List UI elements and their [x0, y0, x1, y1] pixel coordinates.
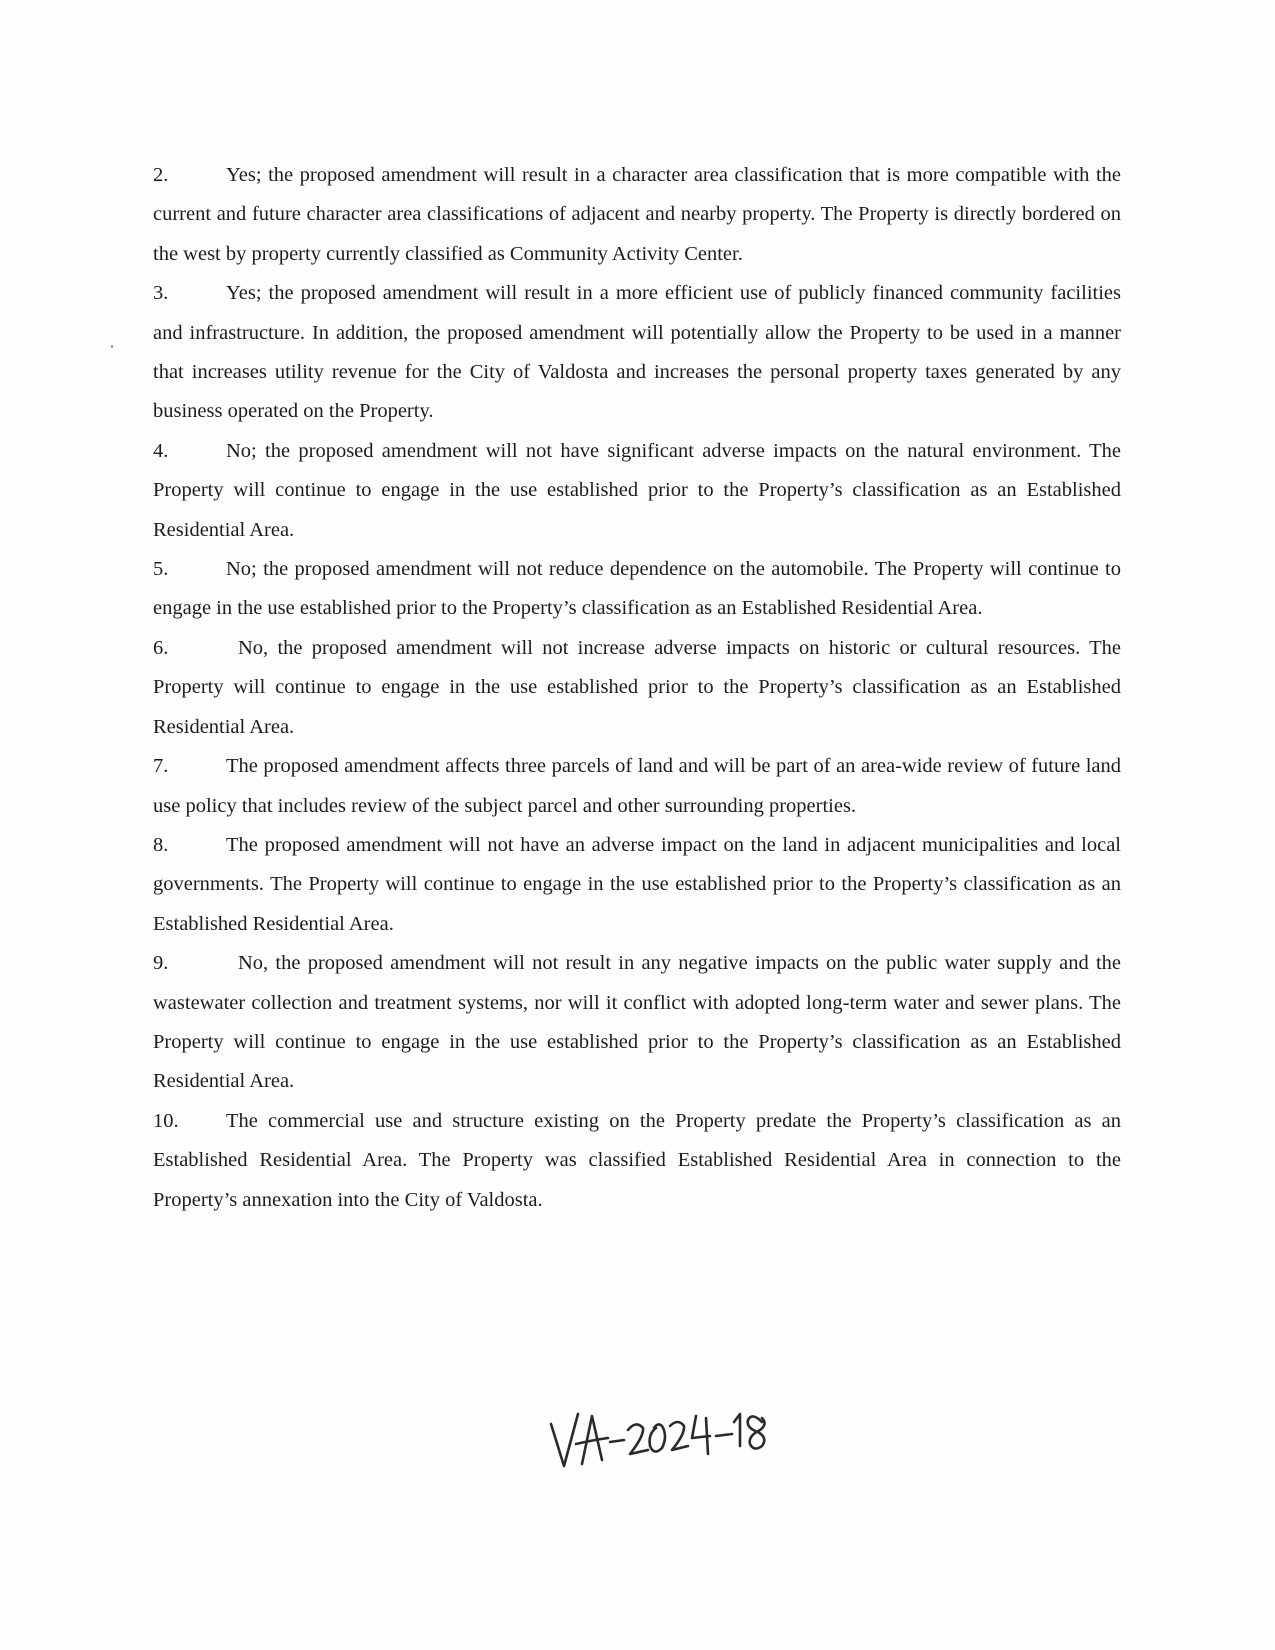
item-number: 5. [153, 558, 169, 581]
item-text: The commercial use and structure existing on the Property predate the Property’s classification as an Established Residential Area. The Property was classified Established Residential Area in connection to the Property’s annexation into the City of Valdosta. [153, 1109, 1121, 1211]
item-text: No; the proposed amendment will not have significant adverse impacts on the natural environment. The Property will continue to engage in the use established prior to the Property’s classification as an Established Residential Area. [153, 439, 1121, 541]
finding-item-10 [153, 1102, 1121, 1220]
item-text: The proposed amendment affects three parcels of land and will be part of an area-wide review of future land use policy that includes review of the subject parcel and other surrounding properties. [153, 755, 1121, 817]
finding-item-5 [153, 550, 1121, 629]
finding-item-6 [153, 629, 1121, 747]
item-text: No, the proposed amendment will not increase adverse impacts on historic or cultural resources. The Property will continue to engage in the use established prior to the Property’s classification as an Established Residential Area. [153, 636, 1121, 738]
item-number: 10. [153, 1109, 179, 1132]
item-number: 6. [153, 636, 169, 659]
item-text: The proposed amendment will not have an adverse impact on the land in adjacent municipalities and local governments. The Property will continue to engage in the use established prior to the Property’s classification as an Established Residential Area. [153, 833, 1121, 935]
finding-item-3 [153, 274, 1121, 432]
item-number: 3. [153, 282, 169, 305]
finding-item-8 [153, 826, 1121, 944]
finding-item-9 [153, 944, 1121, 1102]
item-number: 7. [153, 755, 169, 778]
item-number: 8. [153, 833, 169, 856]
finding-item-4 [153, 432, 1121, 550]
item-text: Yes; the proposed amendment will result in a character area classification that is more compatible with the current and future character area classifications of adjacent and nearby property. The Property is directly bordered on the west by property currently classified as Community Activity Center. [153, 164, 1121, 265]
finding-item-2 [153, 156, 1121, 274]
item-text: Yes; the proposed amendment will result in a more efficient use of publicly financed community facilities and infrastructure. In addition, the proposed amendment will potentially allow the Property to be used in a manner that increases utility revenue for the City of Valdosta and increases the personal property taxes generated by any business operated on the Property. [153, 282, 1121, 423]
item-text: No; the proposed amendment will not reduce dependence on the automobile. The Property will continue to engage in the use established prior to the Property’s classification as an Established Residential Area. [153, 558, 1121, 620]
item-number: 2. [153, 164, 169, 186]
item-number: 4. [153, 439, 169, 462]
finding-item-7 [153, 747, 1121, 826]
item-text: No, the proposed amendment will not result in any negative impacts on the public water supply and the wastewater collection and treatment systems, nor will it conflict with adopted long-term water and sewer plans. The Property will continue to engage in the use established prior to the Property’s classification as an Established Residential Area. [153, 952, 1121, 1093]
scan-speck [111, 345, 113, 348]
findings-list [153, 156, 1121, 1220]
handwritten-reference-number [548, 1404, 788, 1474]
item-number: 9. [153, 952, 169, 975]
